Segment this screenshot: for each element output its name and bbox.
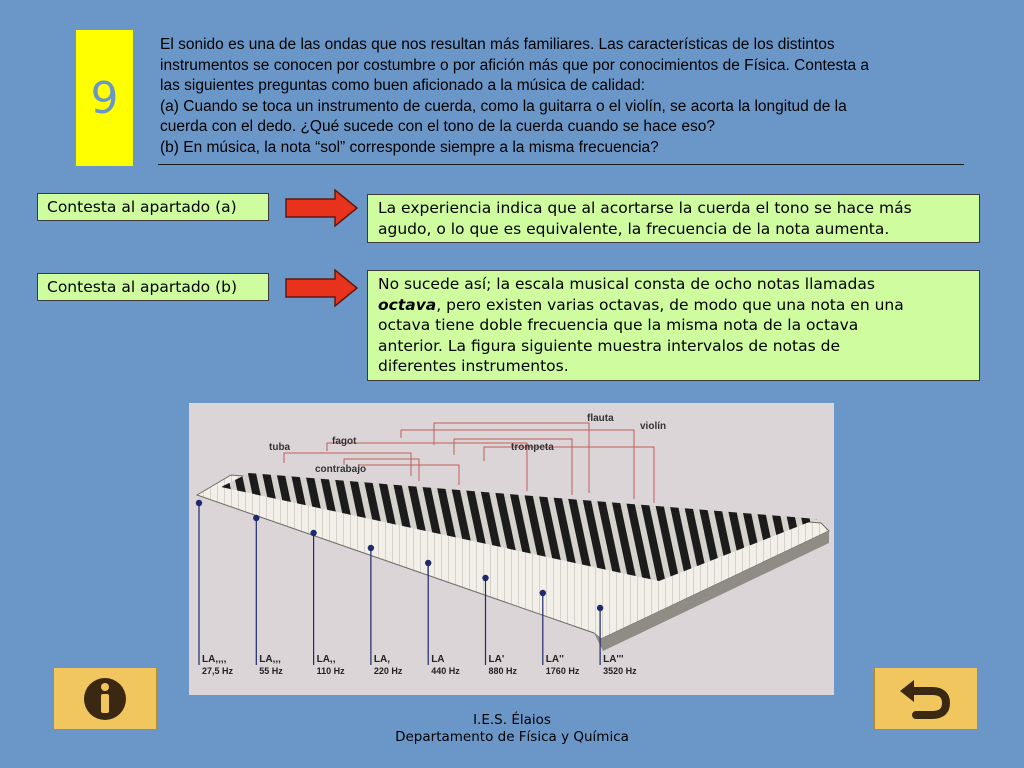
note-frequency: 220 Hz [373,666,403,676]
return-arrow-icon [896,675,956,723]
note-name: LA' [488,654,505,665]
question-text [160,35,960,158]
question-line: El sonido es una de las ondas que nos resultan más familiares. Las características de los distintos [160,36,835,53]
instrument-label: flauta [587,413,614,424]
info-button[interactable] [53,667,157,730]
answer-a-line: La experiencia indica que al acortarse la cuerda el tono se hace más [378,199,912,217]
return-button[interactable] [874,667,978,730]
question-line: cuerda con el dedo. ¿Qué sucede con el tono de la cuerda cuando se hace eso? [160,118,715,135]
note-frequency: 110 Hz [316,666,345,676]
note-frequency: 880 Hz [488,666,518,676]
note-marker-dot [196,500,202,506]
note-name: LA''' [603,654,624,665]
question-line: instrumentos se conocen por costumbre o por afición más que por conocimientos de Física. Contesta a [160,56,870,74]
department-name: Departamento de Física y Química [395,729,629,745]
note-name: LA,,,, [202,654,227,665]
note-marker-dot [540,590,546,596]
question-line: (a) Cuando se toca un instrumento de cuerda, como la guitarra o el violín, se acorta la longitud de la [160,97,847,115]
note-marker-dot [368,545,374,551]
note-frequency: 3520 Hz [603,666,637,676]
note-name: LA'' [545,654,564,665]
question-line: las siguientes preguntas como buen aficionado a la música de calidad: [160,77,646,94]
instrument-label: trompeta [511,442,554,453]
note-frequency: 1760 Hz [545,666,580,676]
arrow-right-icon [285,189,359,227]
answer-b-line [378,295,969,316]
answer-b-box [367,270,980,381]
note-name: LA [431,654,445,665]
note-frequency: 440 Hz [431,666,460,676]
instrument-label: contrabajo [315,464,367,475]
answer-b-line: No sucede así; la escala musical consta de ocho notas llamadas [378,275,875,293]
octava-term: octava [378,295,437,314]
piano-keyboard-illustration [189,403,834,695]
answer-b-line: diferentes instrumentos. [378,357,569,375]
note-marker-dot [597,605,603,611]
school-name: I.E.S. Élaios [473,712,551,728]
note-marker-dot [482,575,488,581]
answer-b-line: anterior. La figura siguiente muestra intervalos de notas de [378,336,840,355]
question-line: (b) En música, la nota “sol” corresponde siempre a la misma frecuencia? [160,138,659,156]
note-marker-dot [253,515,259,521]
answer-a-button[interactable]: Contesta al apartado (a) [37,193,269,221]
note-marker-dot [310,530,316,536]
exercise-number: 9 [76,30,133,166]
answer-b-button[interactable]: Contesta al apartado (b) [37,273,269,301]
note-frequency: 27,5 Hz [202,666,234,676]
arrow-right-icon [285,269,359,307]
answer-b-text: , pero existen varias octavas, de modo que una nota en una [436,295,904,314]
note-frequency: 55 Hz [259,666,283,676]
footer [312,712,712,746]
answer-b-line: octava tiene doble frecuencia que la misma nota de la octava [378,316,859,334]
info-icon [80,674,130,724]
divider [158,164,964,165]
instrument-label: tuba [269,442,291,453]
keyboard-figure [189,403,834,695]
answer-a-line: agudo, o lo que es equivalente, la frecuencia de la nota aumenta. [378,219,890,238]
note-name: LA, [373,654,391,665]
note-name: LA,, [316,654,336,665]
note-name: LA,,, [259,654,281,665]
note-marker-dot [425,560,431,566]
instrument-label: fagot [332,436,357,447]
answer-a-box [367,194,980,243]
instrument-label: violín [640,421,667,432]
